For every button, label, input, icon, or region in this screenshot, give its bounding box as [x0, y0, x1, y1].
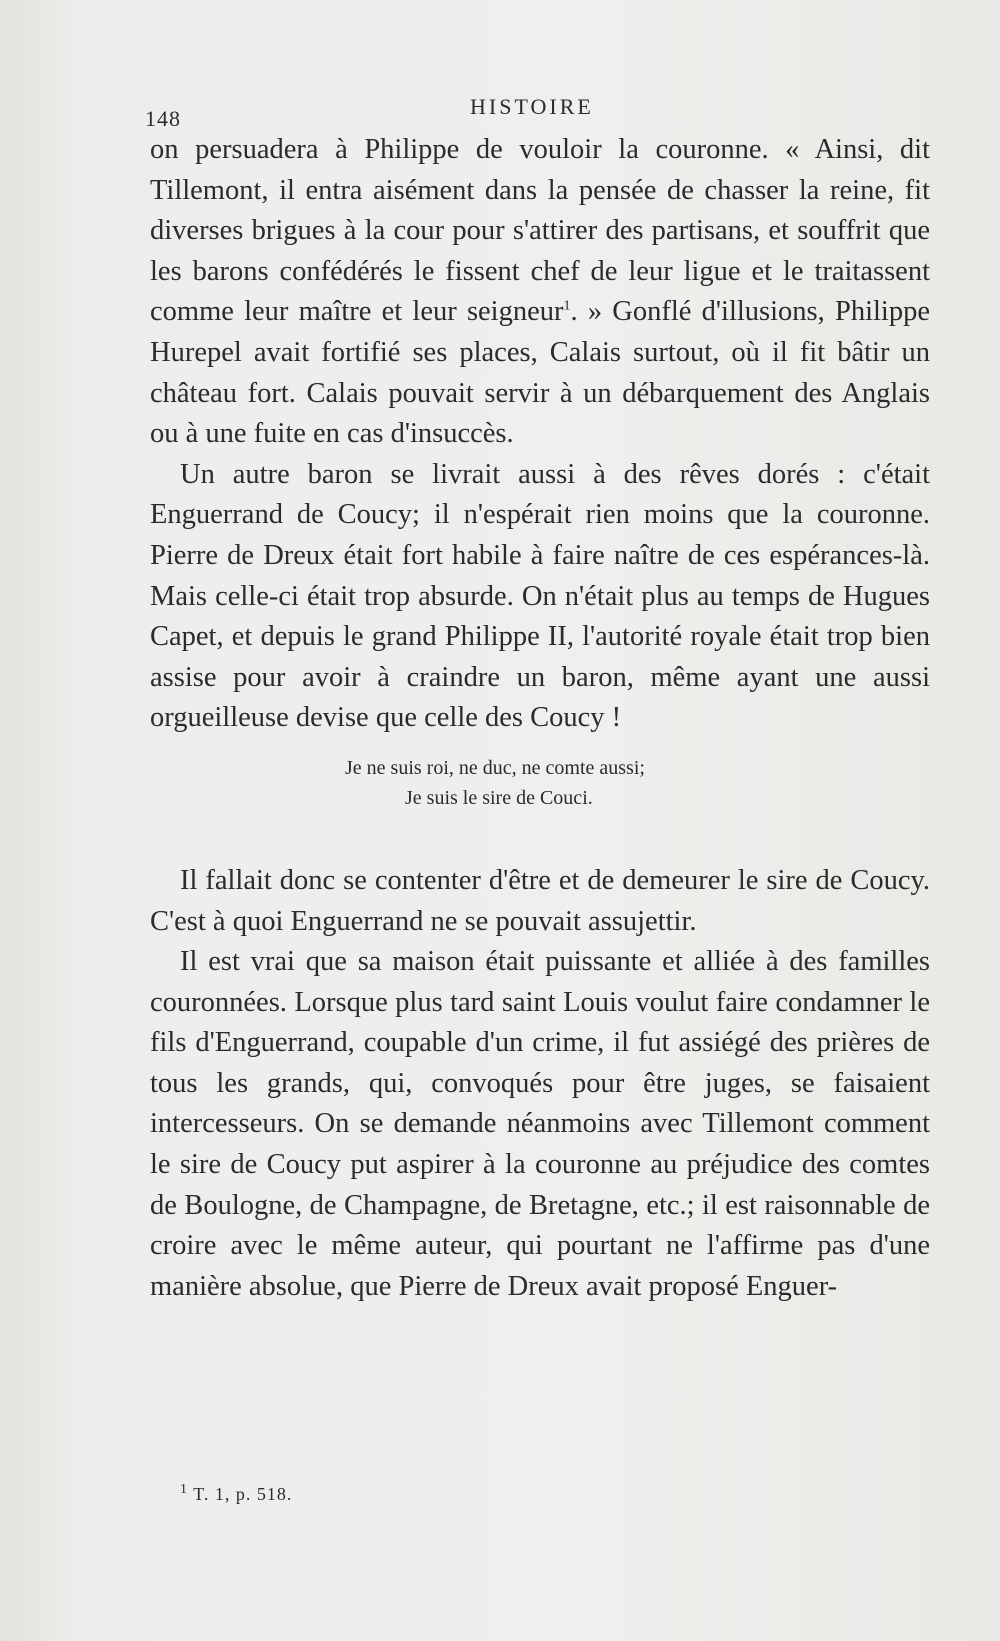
- verse-quotation: [150, 753, 930, 813]
- footnote-marker: 1: [180, 1482, 188, 1497]
- verse-spacing: [150, 827, 930, 861]
- running-title: HISTOIRE: [470, 94, 594, 119]
- running-head: [0, 92, 1000, 132]
- paragraph-2: Un autre baron se livrait aussi à des rêves dorés : c'était Enguerrand de Coucy; il n'espérait rien moins que la couronne. Pierre de Dreux était fort habile à faire naître de ces espérances-là. Mais celle-ci était trop absurde. On n'était plus au temps de Hugues Capet, et depuis le grand Philippe II, l'autorité royale était trop bien assise pour avoir à craindre un baron, même ayant une aussi orgueilleuse devise que celle des Coucy !: [150, 458, 930, 734]
- paragraph-3: Il fallait donc se contenter d'être et de demeurer le sire de Coucy. C'est à quoi Enguerrand ne se pouvait assujettir.: [150, 864, 930, 937]
- page-number: 148: [145, 106, 181, 131]
- paragraph-4: Il est vrai que sa maison était puissante et alliée à des familles couronnées. Lorsque plus tard saint Louis voulut faire condamner le fils d'Enguerrand, coupable d'un crime, il fut assiégé des prières de tous les grands, qui, convoqués pour être juges, se faisaient intercesseurs. On se demande néanmoins avec Tillemont comment le sire de Coucy put aspirer à la couronne au préjudice des comtes de Boulogne, de Champagne, de Bretagne, etc.; il est raisonnable de croire avec le même auteur, qui pourtant ne l'affirme pas d'une manière absolue, que Pierre de Dreux avait proposé Enguer-: [150, 946, 930, 1302]
- paragraph-1: [150, 130, 930, 455]
- paragraph-1-end: . » Gonflé d'illusions, Philippe Hurepel avait fortifié ses places, Calais surtout, où il fit bâtir un château fort. Calais pouvait servir à un débarquement des Anglais ou à une fuite en cas d'insuccès.: [150, 296, 930, 450]
- footnote: [180, 1484, 292, 1505]
- verse-line-1: Je ne suis roi, ne duc, ne comte aussi;: [345, 756, 645, 779]
- footnote-reference: 1: [563, 298, 571, 314]
- main-text: [150, 130, 930, 1307]
- footnote-text: T. 1, p. 518.: [193, 1484, 293, 1504]
- verse-line-2: Je suis le sire de Couci.: [405, 786, 593, 809]
- paragraph-1-text: on persuadera à Philippe de vouloir la couronne. « Ainsi, dit Tillemont, il entra aisément dans la pensée de chasser la reine, fit diverses brigues à la cour pour s'attirer des partisans, et souffrit que les barons confédérés le fissent chef de leur ligue et le traitassent comme leur maître et leur seigneur: [150, 134, 930, 328]
